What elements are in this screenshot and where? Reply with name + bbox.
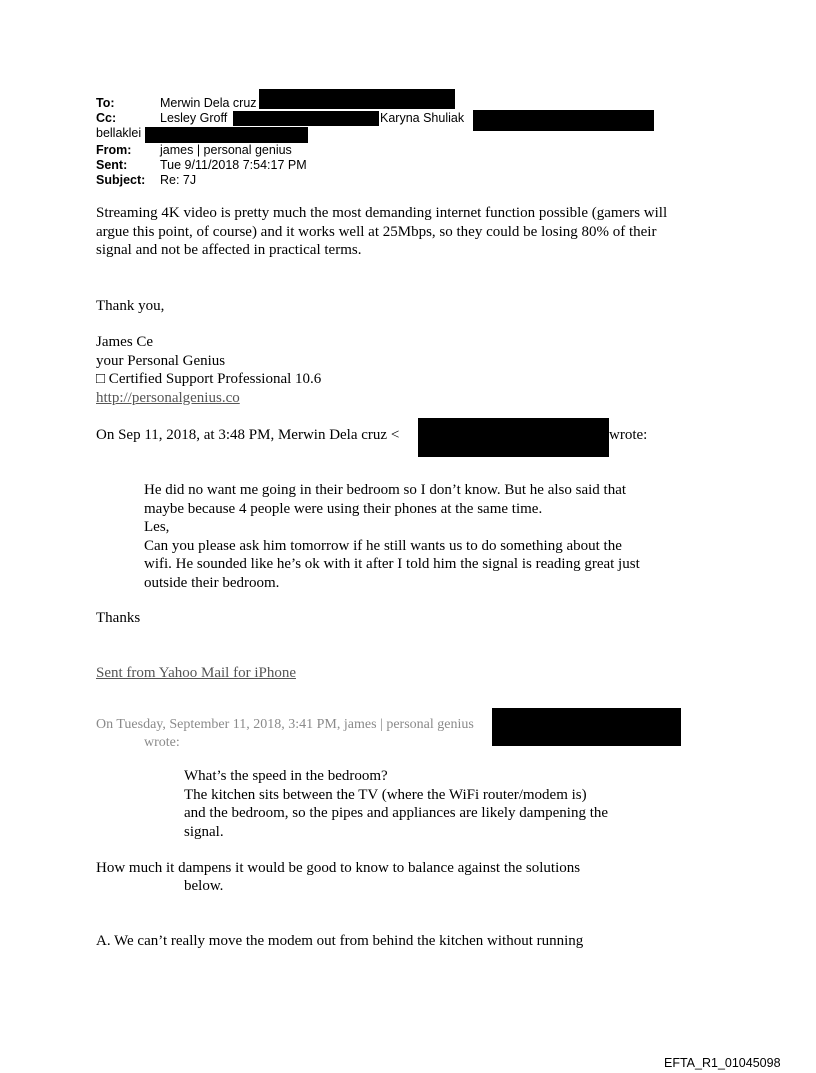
redaction-box (492, 708, 681, 746)
signature-name: James Ce (96, 334, 154, 350)
thanks-text: Thank you, (96, 298, 165, 314)
quote2-intro-text: On Tuesday, September 11, 2018, 3:41 PM, james | personal genius (96, 717, 474, 732)
cc-value-3: bellaklei (96, 126, 142, 140)
quote2-intro (96, 716, 474, 735)
subject-value: Re: 7J (160, 173, 197, 187)
signature (96, 333, 321, 407)
quote2-line: and the bedroom, so the pipes and appliances are likely dampening the (184, 805, 609, 821)
to-label: To: (96, 96, 115, 110)
quote2-line: below. (184, 878, 224, 894)
subject-label: Subject: (96, 173, 146, 187)
redaction-box (418, 418, 609, 457)
signature-cert: □ Certified Support Professional 10.6 (96, 371, 322, 387)
quote-line: Can you please ask him tomorrow if he still wants us to do something about the (144, 537, 622, 554)
document-id: EFTA_R1_01045098 (664, 1056, 781, 1070)
from-label: From: (96, 143, 132, 157)
quote2-line: How much it dampens it would be good to know to balance against the solutions (96, 860, 581, 876)
redaction-box (473, 110, 654, 131)
quote2-intro-wrote: wrote: (144, 735, 180, 750)
sent-value: Tue 9/11/2018 7:54:17 PM (160, 158, 307, 172)
quote2-line: What’s the speed in the bedroom? (184, 768, 388, 784)
quote-intro-wrote: wrote: (609, 427, 648, 443)
quote-block (144, 481, 704, 592)
body-line: argue this point, of course) and it works well at 25Mbps, so they could be losing 80% of their (96, 223, 657, 240)
cc-value-2: Karyna Shuliak (380, 111, 465, 125)
cc-label: Cc: (96, 111, 117, 125)
signature-title: your Personal Genius (96, 352, 226, 369)
quote-intro-text: On Sep 11, 2018, at 3:48 PM, Merwin Dela cruz < (96, 427, 400, 443)
from-value: james | personal genius (160, 143, 292, 157)
quote-line: wifi. He sounded like he’s ok with it after I told him the signal is reading great just (144, 556, 640, 572)
quote2-line: signal. (184, 823, 224, 840)
body-line: signal and not be affected in practical terms. (96, 242, 362, 258)
redaction-box (259, 89, 455, 109)
quote2-line: The kitchen sits between the TV (where the WiFi router/modem is) (184, 786, 587, 803)
signature-link[interactable]: http://personalgenius.co (96, 389, 240, 406)
body-paragraph (96, 204, 736, 260)
quote2-line: A. We can’t really move the modem out from behind the kitchen without running (96, 933, 584, 949)
redaction-box (145, 127, 308, 143)
sent-from-link[interactable]: Sent from Yahoo Mail for iPhone (96, 665, 296, 681)
quote2-block (184, 767, 684, 841)
quote-line: He did no want me going in their bedroom so I don’t know. But he also said that (144, 482, 627, 498)
body-line: Streaming 4K video is pretty much the most demanding internet function possible (gamers will (96, 205, 668, 221)
cc-value-1: Lesley Groff (160, 111, 228, 125)
redaction-box (233, 111, 379, 126)
to-value: Merwin Dela cruz (160, 96, 257, 110)
sent-label: Sent: (96, 158, 128, 172)
quote-line: Les, (144, 519, 170, 535)
quote-line: maybe because 4 people were using their phones at the same time. (144, 500, 543, 517)
quote-thanks: Thanks (96, 610, 141, 626)
quote-line: outside their bedroom. (144, 574, 280, 591)
